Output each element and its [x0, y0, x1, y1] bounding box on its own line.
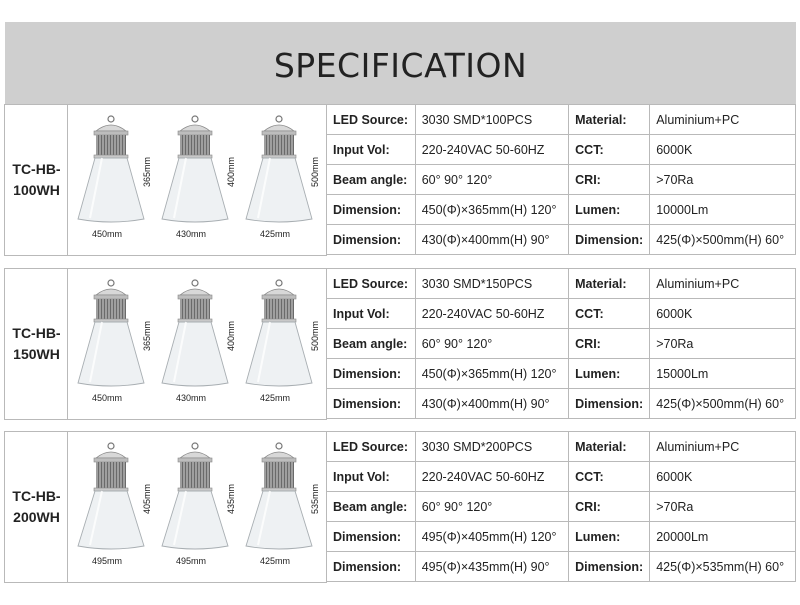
label-cct: CCT: [569, 135, 650, 165]
lamp-drawing [160, 279, 230, 394]
product-image-cell [67, 268, 327, 420]
model-name-line2: 100WH [13, 182, 60, 198]
label-material: Material: [569, 105, 650, 135]
label-cct: CCT: [569, 462, 650, 492]
lamp-width-label: 430mm [176, 229, 207, 239]
value-led-source: 3030 SMD*200PCS [415, 432, 568, 462]
table-row [327, 432, 796, 462]
lamp-drawing [244, 115, 314, 230]
value-dimension-1: 450(Φ)×365mm(H) 120° [415, 195, 568, 225]
value-dimension-2: 430(Φ)×400mm(H) 90° [415, 225, 568, 255]
lamp-height-label: 400mm [226, 320, 236, 351]
header-banner [5, 22, 796, 104]
model-name-line1: TC-HB- [12, 325, 61, 341]
value-lumen: 20000Lm [650, 522, 796, 552]
value-cct: 6000K [650, 462, 796, 492]
value-dimension-3: 425(Φ)×535mm(H) 60° [650, 552, 796, 582]
value-input-vol: 220-240VAC 50-60HZ [415, 135, 568, 165]
product-image-cell [67, 431, 327, 583]
value-lumen: 10000Lm [650, 195, 796, 225]
label-dimension: Dimension: [327, 225, 416, 255]
value-material: Aluminium+PC [650, 105, 796, 135]
model-name-line1: TC-HB- [12, 161, 61, 177]
value-dimension-3: 425(Φ)×500mm(H) 60° [650, 225, 796, 255]
label-dimension: Dimension: [327, 359, 416, 389]
label-dimension: Dimension: [327, 195, 416, 225]
lamp-height-label: 365mm [142, 320, 152, 351]
table-row [327, 195, 796, 225]
value-dimension-2: 495(Φ)×435mm(H) 90° [415, 552, 568, 582]
table-row [327, 522, 796, 552]
value-cri: >70Ra [650, 165, 796, 195]
value-beam-angle: 60° 90° 120° [415, 165, 568, 195]
model-name-line2: 200WH [13, 509, 60, 525]
value-input-vol: 220-240VAC 50-60HZ [415, 299, 568, 329]
label-beam-angle: Beam angle: [327, 492, 416, 522]
value-dimension-3: 425(Φ)×500mm(H) 60° [650, 389, 796, 419]
model-cell [4, 431, 68, 583]
lamp-width-label: 425mm [260, 229, 291, 239]
lamp-drawing [244, 279, 314, 394]
table-row [327, 225, 796, 255]
table-row [327, 329, 796, 359]
label-cri: CRI: [569, 329, 650, 359]
value-dimension-2: 430(Φ)×400mm(H) 90° [415, 389, 568, 419]
label-led-source: LED Source: [327, 432, 416, 462]
label-cct: CCT: [569, 299, 650, 329]
label-material: Material: [569, 269, 650, 299]
table-row [327, 135, 796, 165]
value-material: Aluminium+PC [650, 432, 796, 462]
label-led-source: LED Source: [327, 105, 416, 135]
label-dimension: Dimension: [569, 225, 650, 255]
label-input-vol: Input Vol: [327, 299, 416, 329]
lamp-width-label: 425mm [260, 556, 291, 566]
lamp-drawing [76, 279, 146, 394]
label-led-source: LED Source: [327, 269, 416, 299]
value-led-source: 3030 SMD*100PCS [415, 105, 568, 135]
value-cct: 6000K [650, 135, 796, 165]
table-row [327, 165, 796, 195]
table-row [327, 462, 796, 492]
label-dimension: Dimension: [569, 552, 650, 582]
label-beam-angle: Beam angle: [327, 329, 416, 359]
table-row [327, 359, 796, 389]
value-led-source: 3030 SMD*150PCS [415, 269, 568, 299]
label-cri: CRI: [569, 165, 650, 195]
lamp-height-label: 535mm [310, 483, 320, 514]
label-lumen: Lumen: [569, 359, 650, 389]
lamp-height-label: 500mm [310, 156, 320, 187]
lamp-width-label: 495mm [176, 556, 207, 566]
lamp-width-label: 425mm [260, 393, 291, 403]
spec-table [326, 104, 796, 255]
label-beam-angle: Beam angle: [327, 165, 416, 195]
model-name-line2: 150WH [13, 346, 60, 362]
product-image-cell [67, 104, 327, 256]
label-input-vol: Input Vol: [327, 135, 416, 165]
value-material: Aluminium+PC [650, 269, 796, 299]
lamp-width-label: 450mm [92, 393, 123, 403]
model-cell [4, 268, 68, 420]
lamp-width-label: 430mm [176, 393, 207, 403]
lamp-height-label: 365mm [142, 156, 152, 187]
lamp-width-label: 450mm [92, 229, 123, 239]
value-cri: >70Ra [650, 492, 796, 522]
table-row [327, 552, 796, 582]
table-row [327, 389, 796, 419]
value-cri: >70Ra [650, 329, 796, 359]
spec-table [326, 431, 796, 582]
label-lumen: Lumen: [569, 195, 650, 225]
label-lumen: Lumen: [569, 522, 650, 552]
lamp-width-label: 495mm [92, 556, 123, 566]
spec-table [326, 268, 796, 419]
lamp-height-label: 405mm [142, 483, 152, 514]
lamp-drawing [76, 115, 146, 230]
lamp-height-label: 435mm [226, 483, 236, 514]
value-dimension-1: 450(Φ)×365mm(H) 120° [415, 359, 568, 389]
label-input-vol: Input Vol: [327, 462, 416, 492]
lamp-drawing [160, 442, 230, 557]
value-dimension-1: 495(Φ)×405mm(H) 120° [415, 522, 568, 552]
lamp-drawing [76, 442, 146, 557]
value-beam-angle: 60° 90° 120° [415, 329, 568, 359]
value-lumen: 15000Lm [650, 359, 796, 389]
lamp-drawing [160, 115, 230, 230]
table-row [327, 269, 796, 299]
model-cell [4, 104, 68, 256]
table-row [327, 492, 796, 522]
value-beam-angle: 60° 90° 120° [415, 492, 568, 522]
label-dimension: Dimension: [327, 552, 416, 582]
label-dimension: Dimension: [327, 522, 416, 552]
label-dimension: Dimension: [327, 389, 416, 419]
lamp-height-label: 400mm [226, 156, 236, 187]
page-title: SPECIFICATION [273, 46, 528, 85]
table-row [327, 299, 796, 329]
table-row [327, 105, 796, 135]
lamp-height-label: 500mm [310, 320, 320, 351]
lamp-drawing [244, 442, 314, 557]
value-cct: 6000K [650, 299, 796, 329]
model-name-line1: TC-HB- [12, 488, 61, 504]
label-cri: CRI: [569, 492, 650, 522]
value-input-vol: 220-240VAC 50-60HZ [415, 462, 568, 492]
label-dimension: Dimension: [569, 389, 650, 419]
label-material: Material: [569, 432, 650, 462]
